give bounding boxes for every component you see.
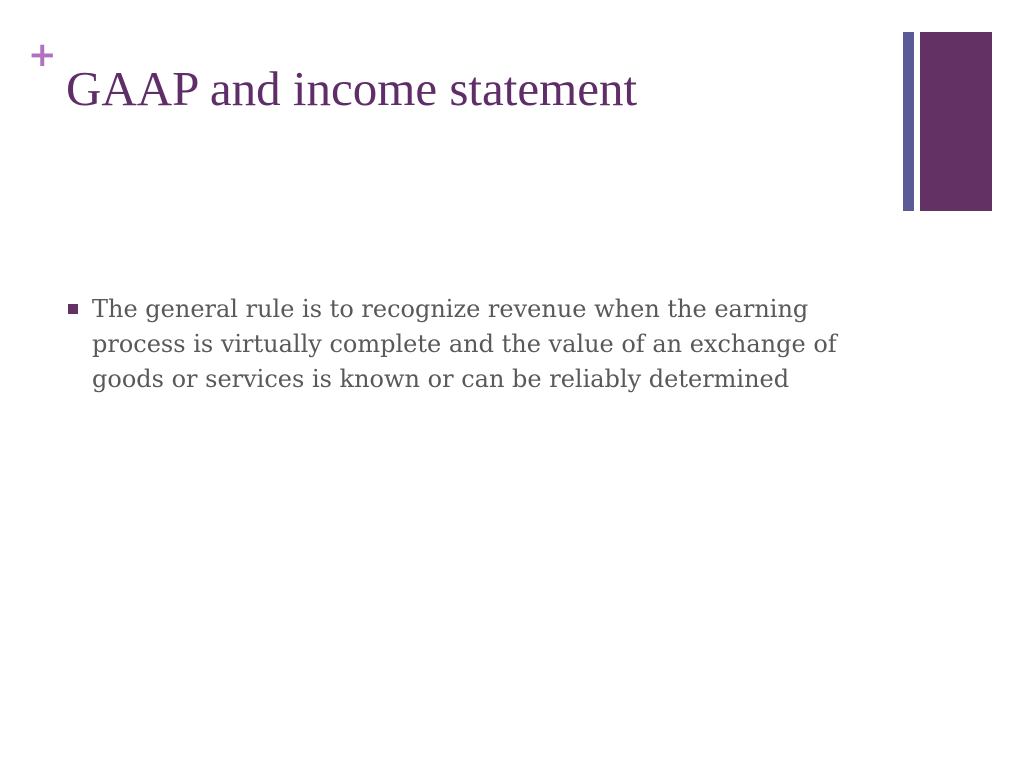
accent-bar-thin xyxy=(903,32,914,211)
slide-body xyxy=(66,292,906,397)
bullet-item xyxy=(66,292,906,397)
accent-bar-thick xyxy=(920,32,992,211)
bullet-square-icon xyxy=(68,304,78,314)
plus-icon: + xyxy=(28,35,57,75)
bullet-text: The general rule is to recognize revenue when the earning process is virtually complete and the value of an exchange of goods or services is known or can be reliably determined xyxy=(92,295,837,393)
slide-title: GAAP and income statement xyxy=(66,61,638,116)
